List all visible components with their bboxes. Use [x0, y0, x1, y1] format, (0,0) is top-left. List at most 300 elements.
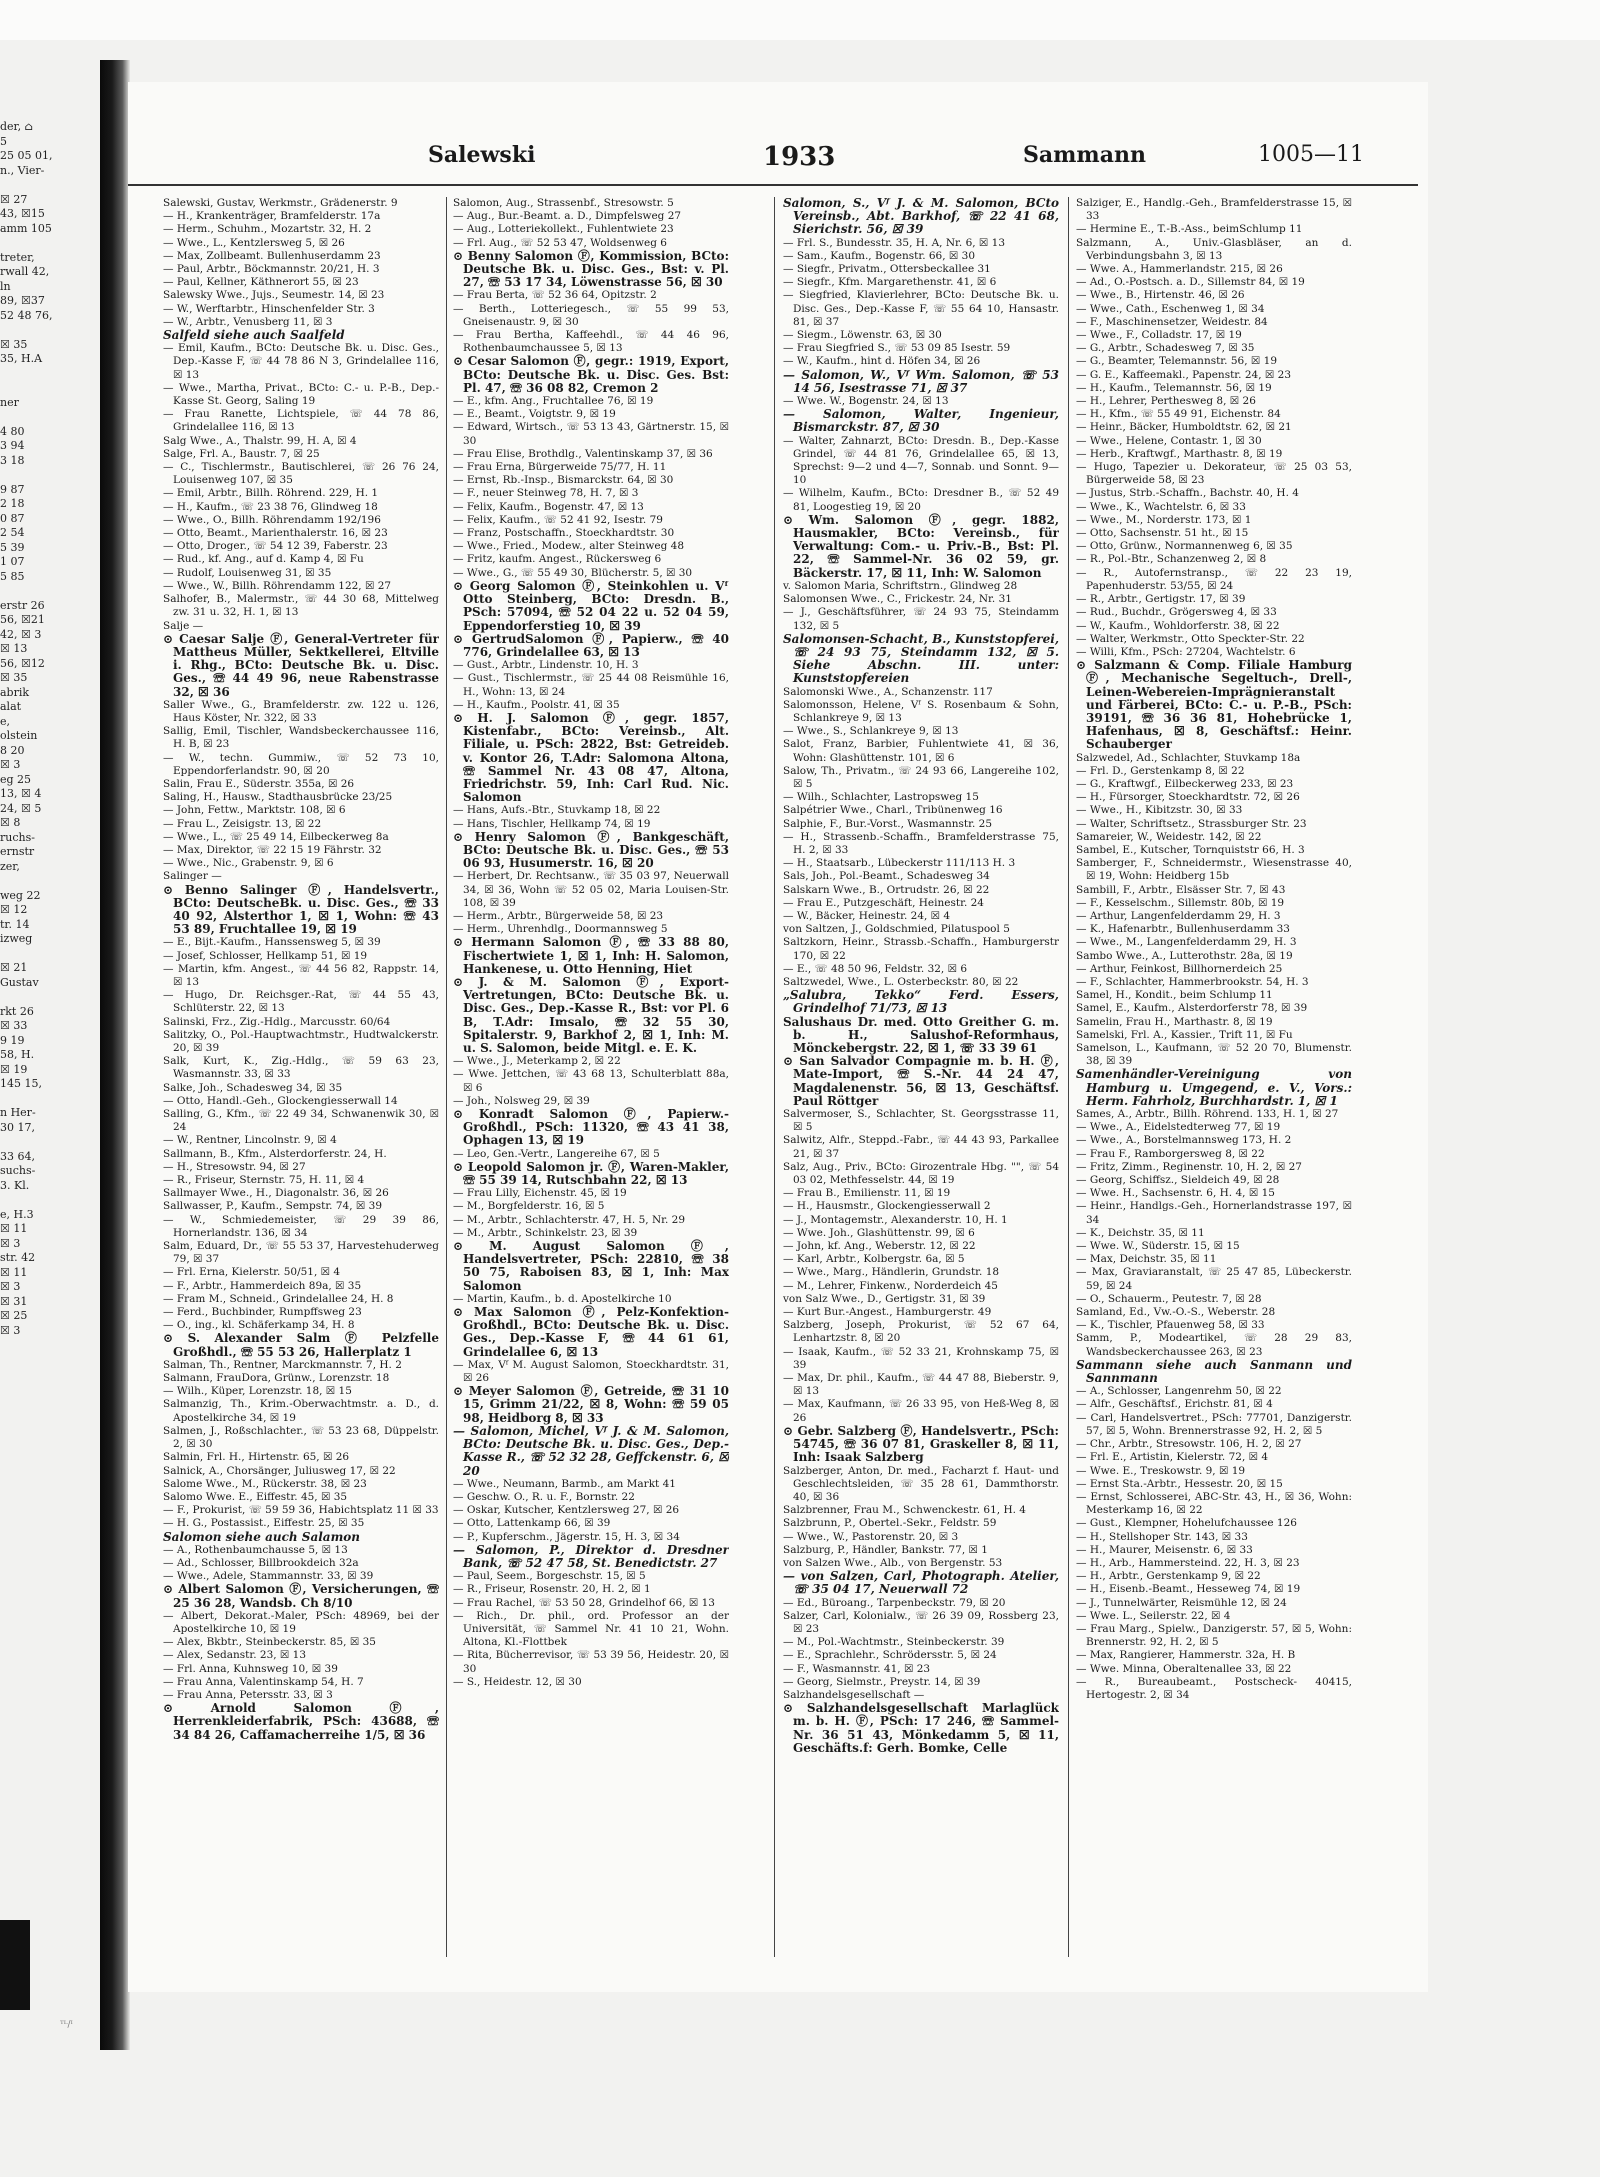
firm-listing: ⊙ Benno Salinger Ⓕ, Handelsvertr., BCto: DeutscheBk. u. Disc. Ges., ☏ 33 40 92, Alsterthor 1, ☒ 1, Wohn: ☏ 43 53 89, Fruchtallee 19, ☒ 19	[163, 882, 439, 937]
directory-entry: Saller Wwe., G., Bramfelderstr. zw. 122 u. 126, Haus Köster, Nr. 322, ☒ 33	[163, 698, 439, 724]
left-page-line: ☒ 3	[0, 1323, 21, 1337]
directory-entry: — Karl, Arbtr., Kolbergstr. 6a, ☒ 5	[783, 1253, 965, 1266]
directory-entry: Sames, A., Arbtr., Billh. Röhrend. 133, H. 1, ☒ 27	[1076, 1108, 1339, 1121]
directory-entry: — Felix, Kaufm., ☏ 52 41 92, Isestr. 79	[453, 513, 663, 526]
directory-entry: Samareier, W., Weidestr. 142, ☒ 22	[1076, 830, 1262, 843]
directory-entry: — Rud., kf. Ang., auf d. Kamp 4, ☒ Fu	[163, 553, 364, 566]
directory-entry: — C., Tischlermstr., Bautischlerei, ☏ 26 76 24, Louisenweg 107, ☒ 35	[163, 461, 439, 487]
left-page-line: ☒ 3	[0, 1280, 21, 1293]
directory-entry: — F., Arbtr., Hammerdeich 89a, ☒ 35	[163, 1279, 362, 1292]
left-page-line: amm 105	[0, 221, 52, 235]
directory-entry: Salke, Joh., Schadesweg 34, ☒ 35	[163, 1081, 343, 1094]
left-page-line: 2 54	[0, 526, 25, 539]
firm-listing: ⊙ GertrudSalomon Ⓕ, Papierw., ☏ 40 776, Grindelallee 63, ☒ 13	[453, 631, 729, 659]
directory-entry: — Frau F., Ramborgersweg 8, ☒ 22	[1076, 1147, 1265, 1160]
directory-entry: — R., Friseur, Rosenstr. 20, H. 2, ☒ 1	[453, 1583, 651, 1596]
firm-listing: ⊙ Albert Salomon Ⓕ, Versicherungen, ☏ 25 36 28, Wandsb. Ch 8/10	[163, 1582, 439, 1610]
directory-entry: Sallig, Emil, Tischler, Wandsbeckerchaussee 116, H. B, ☒ 23	[163, 725, 439, 751]
column-2	[453, 197, 729, 1957]
directory-entry: — Wwe., Helene, Contastr. 1, ☒ 30	[1076, 434, 1262, 447]
directory-entry: — Georg, Schiffsz., Sieldeich 49, ☒ 28	[1076, 1174, 1280, 1187]
directory-entry: — Wilhelm, Kaufm., BCto: Dresdner B., ☏ 52 49 81, Loogestieg 19, ☒ 20	[783, 487, 1059, 513]
directory-entry: — Rich., Dr. phil., ord. Professor an der Universität, ☏ Sammel Nr. 41 10 21, Wohn. Altona, Kl.-Flottbek	[453, 1609, 729, 1649]
directory-entry: Salvermoser, S., Schlachter, St. Georgsstrasse 11, ☒ 5	[783, 1108, 1059, 1134]
directory-entry: — E., ☏ 48 50 96, Feldstr. 32, ☒ 6	[783, 962, 968, 975]
directory-entry: — Edward, Wirtsch., ☏ 53 13 43, Gärtnerstr. 15, ☒ 30	[453, 421, 729, 447]
directory-entry: Sambel, E., Kutscher, Tornquiststr 66, H. 3	[1076, 843, 1305, 856]
directory-entry: — W., Rentner, Lincolnstr. 9, ☒ 4	[163, 1134, 337, 1147]
directory-entry: — Walter, Schriftsetz., Strassburger Str. 23	[1076, 817, 1307, 830]
left-page-line	[0, 1193, 108, 1208]
directory-entry: — R., Bureaubeamt., Postscheck- 40415, Hertogestr. 2, ☒ 34	[1076, 1675, 1352, 1701]
directory-entry: Salpétrier Wwe., Charl., Tribünenweg 16	[783, 804, 1003, 817]
directory-entry: Sals, Joh., Pol.-Beamt., Schadesweg 34	[783, 870, 990, 883]
directory-entry: — Wwe., O., Billh. Röhrendamm 192/196	[163, 513, 381, 526]
directory-entry: — Wwe. W., Süderstr. 15, ☒ 15	[1076, 1240, 1240, 1253]
directory-entry: — Felix, Kaufm., Bogenstr. 47, ☒ 13	[453, 500, 644, 513]
directory-entry: — Herbert, Dr. Rechtsanw., ☏ 35 03 97, Neuerwall 34, ☒ 36, Wohn ☏ 52 05 02, Maria Louisen-Str. 108, ☒ 39	[453, 870, 729, 909]
directory-entry: — Wwe. H., Sachsenstr. 6, H. 4, ☒ 15	[1076, 1187, 1275, 1200]
directory-entry: Salot, Franz, Barbier, Fuhlentwiete 41, ☒ 36, Wohn: Glashüttenstr. 101, ☒ 6	[783, 738, 1059, 764]
left-page-line: ☒ 35	[0, 337, 28, 351]
directory-entry: — M., Arbtr., Schinkelstr. 23, ☒ 39	[453, 1226, 638, 1239]
directory-entry: — Ad., Schlosser, Billbrookdeich 32a	[163, 1556, 359, 1569]
directory-entry: Sammann siehe auch Sanmann und Sannmann	[1076, 1357, 1352, 1386]
directory-entry: — Wwe., S., Schlankreye 9, ☒ 13	[783, 725, 959, 738]
directory-entry: — von Salzen, Carl, Photograph. Atelier, ☏ 35 04 17, Neuerwall 72	[783, 1569, 1059, 1597]
page-header	[128, 142, 1428, 178]
directory-entry: — Chr., Arbtr., Stresowstr. 106, H. 2, ☒ 27	[1076, 1438, 1302, 1451]
directory-entry: — W., Kaufm., Wohldorferstr. 38, ☒ 22	[1076, 619, 1280, 632]
directory-entry: — Berth., Lotteriegesch., ☏ 55 99 53, Gneisenaustr. 9, ☒ 30	[453, 302, 729, 328]
firm-listing: ⊙ Arnold Salomon Ⓕ, Herrenkleiderfabrik, PSch: 43688, ☏ 34 84 26, Caffamacherreihe 1/5, ☒ 36	[163, 1701, 439, 1742]
directory-entry: Sallmann, B., Kfm., Alsterdorferstr. 24, H.	[163, 1147, 387, 1160]
directory-entry: Sallmayer Wwe., H., Diagonalstr. 36, ☒ 26	[163, 1187, 389, 1200]
directory-entry: — Heinr., Handlgs.-Geh., Hornerlandstrasse 197, ☒ 34	[1076, 1200, 1352, 1226]
directory-entry: von Saltzen, J., Goldschmied, Pilatuspool 5	[783, 923, 1010, 936]
directory-entry: von Salz Wwe., D., Gertigstr. 31, ☒ 39	[783, 1292, 986, 1305]
binding-shadow-block	[0, 1920, 30, 2010]
directory-entry: — O., Schauerm., Peutestr. 7, ☒ 28	[1076, 1292, 1262, 1305]
left-facing-page-fragment	[0, 120, 108, 2020]
header-year: 1933	[763, 142, 836, 172]
firm-listing: ⊙ H. J. Salomon Ⓕ, gegr. 1857, Kistenfabr., BCto: Vereinsb., Alt. Filiale, u. PSch: 2822, Bst: Getreideb. v. Kontor 26, T.Adr: Salomona Altona, ☏ Sammel Nr. 43 08 47, Altona, Friedrichstr. 59, Inh: Carl Rud. Nic. Salomon	[453, 710, 729, 805]
directory-entry: — Wwe., Adele, Stammannstr. 33, ☒ 39	[163, 1570, 374, 1583]
left-page-line: 3 18	[0, 453, 25, 467]
directory-entry: — Frl. D., Gerstenkamp 8, ☒ 22	[1076, 764, 1245, 777]
directory-entry: von Salzen Wwe., Alb., von Bergenstr. 53	[783, 1556, 1003, 1569]
directory-entry: — Rudolf, Louisenweg 31, ☒ 35	[163, 566, 332, 579]
directory-entry: — F., neuer Steinweg 78, H. 7, ☒ 3	[453, 487, 639, 500]
left-page-line: 13, ☒ 4	[0, 787, 42, 800]
directory-entry: — Max, Rangierer, Hammerstr. 32a, H. B	[1076, 1649, 1296, 1662]
directory-entry: Salomonsen-Schacht, B., Kunststopferei, ☏ 24 93 75, Steindamm 132, ☒ 5. Siehe Abschn. III. unter: Kunststopfereien	[783, 631, 1059, 686]
directory-entry: — Ferd., Buchbinder, Rumpffsweg 23	[163, 1306, 362, 1319]
left-page-line: abrik	[0, 685, 30, 699]
left-page-line: 58, H.	[0, 1048, 35, 1061]
left-page-line	[0, 947, 108, 962]
directory-entry: — Wwe., W., Billh. Röhrendamm 122, ☒ 27	[163, 579, 392, 592]
left-page-line: zer,	[0, 859, 20, 873]
firm-listing: ⊙ Benny Salomon Ⓕ, Kommission, BCto: Deutsche Bk. u. Disc. Ges., Bst: v. Pl. 27, ☏ 53 17 34, Löwenstrasse 56, ☒ 30	[453, 248, 729, 290]
left-page-line: 2 18	[0, 497, 25, 510]
directory-entry: — Herm., Schuhm., Mozartstr. 32, H. 2	[163, 223, 372, 236]
directory-entry: Salphie, F., Bur.-Vorst., Wasmannstr. 25	[783, 817, 993, 830]
left-page-line: ☒ 11	[0, 1222, 28, 1235]
directory-entry: Salinger —	[163, 870, 222, 883]
book-gutter-shadow	[100, 60, 130, 2050]
directory-entry: — Wwe., A., Borstelmannsweg 173, H. 2	[1076, 1134, 1292, 1147]
header-left-keyword: Salewski	[428, 142, 536, 168]
directory-entry: — R., Autofernstransp., ☏ 22 23 19, Papenhuderstr. 53/55, ☒ 24	[1076, 566, 1352, 592]
directory-entry: — Frau Ranette, Lichtspiele, ☏ 44 78 86, Grindelallee 116, ☒ 13	[163, 408, 439, 434]
directory-entry: — Herm., Uhrenhdlg., Doormannsweg 5	[453, 923, 668, 936]
directory-entry: — E., kfm. Ang., Fruchtallee 76, ☒ 19	[453, 395, 654, 408]
left-page-line: str. 42	[0, 1251, 36, 1264]
directory-entry: — Gust., Klempner, Hohelufchaussee 126	[1076, 1517, 1297, 1530]
directory-entry: — Wwe., L., ☏ 25 49 14, Eilbeckerweg 8a	[163, 830, 389, 843]
directory-entry: Salomon, Aug., Strassenbf., Stresowstr. 5	[453, 197, 674, 209]
directory-entry: — Frau Lilly, Eichenstr. 45, ☒ 19	[453, 1187, 627, 1200]
directory-entry: — Albert, Dekorat.-Maler, PSch: 48969, bei der Apostelkirche 10, ☒ 19	[163, 1609, 439, 1635]
directory-entry: — Hermine E., T.-B.-Ass., beimSchlump 11	[1076, 223, 1303, 236]
directory-entry: Salzbrenner, Frau M., Schwenckestr. 61, H. 4	[783, 1504, 1026, 1517]
directory-entry: — Max, Kaufmann, ☏ 26 33 95, von Heß-Weg 8, ☒ 26	[783, 1398, 1059, 1424]
left-page-line	[0, 1092, 108, 1107]
directory-entry: — John, kf. Ang., Weberstr. 12, ☒ 22	[783, 1240, 976, 1253]
directory-entry: Salziger, E., Handlg.-Geh., Bramfelderstrasse 15, ☒ 33	[1076, 197, 1352, 223]
directory-entry: — Max, Zollbeamt. Bullenhuserdamm 23	[163, 249, 381, 262]
directory-entry: Salk, Kurt, K., Zig.-Hdlg., ☏ 59 63 23, Wasmannstr. 33, ☒ 33	[163, 1055, 439, 1081]
directory-entry: — Otto, Handl.-Geh., Glockengiesserwall 14	[163, 1094, 398, 1107]
column-divider	[1068, 197, 1069, 1957]
directory-entry: — Salomon, P., Direktor d. Dresdner Bank, ☏ 52 47 58, St. Benedictstr. 27	[453, 1542, 729, 1570]
directory-entry: — Frau E., Putzgeschäft, Heinestr. 24	[783, 896, 984, 909]
directory-entry: — Wwe., H., Kibitzstr. 30, ☒ 33	[1076, 804, 1243, 817]
directory-entry: — W., Bäcker, Heinestr. 24, ☒ 4	[783, 909, 951, 922]
directory-entry: — Otto, Sachsenstr. 51 ht., ☒ 15	[1076, 527, 1249, 540]
left-page-line: izweg	[0, 932, 33, 945]
left-page-line: 145 15,	[0, 1077, 42, 1090]
directory-entry: — Hugo, Dr. Reichsger.-Rat, ☏ 44 55 43, Schlüterstr. 22, ☒ 13	[163, 989, 439, 1015]
directory-entry: — Wwe. Jettchen, ☏ 43 68 13, Schulterblatt 88a, ☒ 6	[453, 1068, 729, 1094]
directory-entry: Salinski, Frz., Zig.-Hdlg., Marcusstr. 60/64	[163, 1015, 391, 1028]
directory-entry: — Frau Elise, Brothdlg., Valentinskamp 37, ☒ 36	[453, 447, 713, 460]
directory-entry: — Oskar, Kutscher, Kentzlersweg 27, ☒ 26	[453, 1504, 680, 1517]
directory-entry: Samel, E., Kaufm., Alsterdorferstr 78, ☒ 39	[1076, 1002, 1308, 1015]
directory-entry: — Frau Rachel, ☏ 53 50 28, Grindelhof 66, ☒ 13	[453, 1596, 715, 1609]
firm-listing: ⊙ San Salvador Compagnie m. b. H. Ⓕ, Mate-Import, ☏ S.-Nr. 44 24 47, Magdalenenstr. 56, ☒ 13, Geschäftsf. Paul Röttger	[783, 1054, 1059, 1108]
column-divider	[446, 197, 447, 1957]
directory-entry: — Arthur, Feinkost, Billhornerdeich 25	[1076, 962, 1283, 975]
directory-entry: — Frl. E., Artistin, Kielerstr. 72, ☒ 4	[1076, 1451, 1269, 1464]
directory-entry: — Max, Deichstr. 35, ☒ 11	[1076, 1253, 1217, 1266]
directory-entry: Salmanzig, Th., Krim.-Oberwachtmstr. a. D., d. Apostelkirche 34, ☒ 19	[163, 1398, 439, 1424]
directory-entry: — Fritz, kaufm. Angest., Rückersweg 6	[453, 553, 662, 566]
firm-listing: ⊙ J. & M. Salomon Ⓕ, Export-Vertretungen, BCto: Deutsche Bk. u. Disc. Ges., Dep.-Kasse R., Bst: vor Pl. 6 B, T.Adr: Imsalo, ☏ 32 55 30, Spitalerstr. 9, Barkhof 2, ☒ 1, Inh: M. u. S. Salomon, beide Mitgl. e. E. K.	[453, 974, 729, 1055]
left-page-line: 25 05 01,	[0, 149, 53, 162]
left-page-line: weg 22	[0, 888, 41, 902]
header-rule	[128, 184, 1418, 186]
directory-entry: Salitzky, O., Pol.-Hauptwachtmstr., Hudtwalckerstr. 20, ☒ 39	[163, 1028, 439, 1054]
directory-entry: — Fram M., Schneid., Grindelallee 24, H. 8	[163, 1292, 394, 1305]
directory-entry: — Walter, Werkmstr., Otto Speckter-Str. 22	[1076, 632, 1305, 645]
directory-entry: — Wwe., Fried., Modew., alter Steinweg 48	[453, 540, 684, 553]
directory-entry: — Otto, Grünw., Normannenweg 6, ☒ 35	[1076, 540, 1293, 553]
directory-entry: Salzmann, A., Univ.-Glasbläser, an d. Verbindungsbahn 3, ☒ 13	[1076, 236, 1352, 262]
directory-entry: Salhofer, B., Malermstr., ☏ 44 30 68, Mittelweg zw. 31 u. 32, H. 1, ☒ 13	[163, 593, 439, 619]
directory-entry: Sambo Wwe., A., Lutterothstr. 28a, ☒ 19	[1076, 949, 1293, 962]
directory-entry: v. Salomon Maria, Schriftstrn., Glindweg 28	[783, 579, 1018, 592]
directory-entry: — Justus, Strb.-Schaffn., Bachstr. 40, H. 4	[1076, 487, 1299, 500]
directory-entry: Salman, Th., Rentner, Marckmannstr. 7, H. 2	[163, 1358, 402, 1371]
left-page-line: alat	[0, 700, 22, 713]
directory-entry: — Walter, Zahnarzt, BCto: Dresdn. B., Dep.-Kasse Grindel, ☏ 44 81 76, Grindelallee 65, ☒ 13, Sprechst: 9—2 und 4—7, Sonnab. und Sonnt. 9—10	[783, 434, 1059, 487]
directory-entry: — Wwe., F., Colladstr. 17, ☒ 19	[1076, 329, 1242, 342]
directory-entry: — O., ing., kl. Schäferkamp 34, H. 8	[163, 1319, 355, 1332]
directory-entry: — Herm., Arbtr., Bürgerweide 58, ☒ 23	[453, 909, 664, 922]
left-page-line: e,	[0, 714, 11, 728]
directory-entry: — Franz, Postschaffn., Stoeckhardtstr. 30	[453, 527, 675, 540]
directory-entry: Samelson, L., Kaufmann, ☏ 52 20 70, Blumenstr. 38, ☒ 39	[1076, 1042, 1352, 1068]
left-page-line	[0, 410, 108, 425]
directory-entry: — Otto, Beamt., Marienthalerstr. 16, ☒ 23	[163, 527, 388, 540]
directory-entry: — Sam., Kaufm., Bogenstr. 66, ☒ 30	[783, 249, 976, 262]
directory-entry: — Wwe., M., Langenfelderdamm 29, H. 3	[1076, 936, 1297, 949]
left-page-line: 1 07	[0, 555, 25, 568]
directory-entry: — Rita, Bücherrevisor, ☏ 53 39 56, Heidestr. 20, ☒ 30	[453, 1649, 729, 1675]
directory-entry: Samenhändler-Vereinigung von Hamburg u. Umgegend, e. V., Vors.: Herm. Fahrholz, Burchhardstr. 1, ☒ 1	[1076, 1067, 1352, 1108]
column-divider	[774, 197, 775, 1957]
directory-entry: — H., Kaufm., Telemannstr. 56, ☒ 19	[1076, 381, 1272, 394]
directory-entry: — Salomon, Walter, Ingenieur, Bismarckstr. 87, ☒ 30	[783, 407, 1059, 435]
directory-entry: — M., Arbtr., Schlachterstr. 47, H. 5, Nr. 29	[453, 1213, 686, 1226]
directory-entry: — F., Prokurist, ☏ 59 59 36, Habichtsplatz 11 ☒ 33	[163, 1504, 439, 1517]
left-page-line: rwall 42,	[0, 265, 50, 278]
left-page-line: ☒ 35	[0, 671, 28, 684]
firm-listing: ⊙ Leopold Salomon jr. Ⓕ, Waren-Makler, ☏ 55 39 14, Rutschbahn 22, ☒ 13	[453, 1159, 729, 1188]
directory-entry: — Frl. S., Bundesstr. 35, H. A, Nr. 6, ☒ 13	[783, 236, 1006, 249]
directory-entry: — Alfr., Geschäftsf., Erichstr. 81, ☒ 4	[1076, 1398, 1273, 1411]
directory-entry: Salzberg, Joseph, Prokurist, ☏ 52 67 64, Lenhartzstr. 8, ☒ 20	[783, 1319, 1059, 1345]
left-page-line: ☒ 11	[0, 1265, 28, 1279]
directory-entry: Salome Wwe., M., Rückerstr. 38, ☒ 23	[163, 1477, 367, 1490]
left-page-line: 89, ☒37	[0, 294, 45, 307]
footer-mark: ᵀᴸ/ᴵ	[60, 2020, 73, 2030]
left-page-line: 9 19	[0, 1033, 25, 1047]
directory-entry: — Kurt Bur.-Angest., Hamburgerstr. 49	[783, 1306, 992, 1319]
firm-listing: ⊙ Cesar Salomon Ⓕ, gegr.: 1919, Export, BCto: Deutsche Bk. u. Disc. Ges. Bst: Pl. 47, ☏ 36 08 82, Cremon 2	[453, 354, 729, 395]
left-page-line: 5 85	[0, 569, 25, 583]
directory-entry: — Martin, kfm. Angest., ☏ 44 56 82, Rappstr. 14, ☒ 13	[163, 962, 439, 988]
directory-entry: — Carl, Handelsvertret., PSch: 77701, Danzigerstr. 57, ☒ 5, Wohn. Brennerstrasse 92, H. 2, ☒ 5	[1076, 1411, 1352, 1437]
directory-entry: — Frau Bertha, Kaffeehdl., ☏ 44 46 96, Rothenbaumchaussee 5, ☒ 13	[453, 329, 729, 355]
firm-listing: ⊙ Wm. Salomon Ⓕ, gegr. 1882, Hausmakler, BCto: Vereinsb., für Verwaltung: Com.- u. Priv.-B., Bst: Pl. 22, ☏ Sammel-Nr. 36 02 59, gr. Bäckerstr. 17, ☒ 11, Inh: W. Salomon	[783, 512, 1059, 580]
directory-entry: — Ed., Büroang., Tarpenbeckstr. 79, ☒ 20	[783, 1596, 1006, 1609]
directory-entry: Salomonski Wwe., A., Schanzenstr. 117	[783, 685, 993, 698]
directory-entry: — Frl. Erna, Kielerstr. 50/51, ☒ 4	[163, 1266, 341, 1279]
directory-entry: — J., Geschäftsführer, ☏ 24 93 75, Steindamm 132, ☒ 5	[783, 606, 1059, 632]
directory-entry: — Frau Anna, Petersstr. 33, ☒ 3	[163, 1688, 333, 1701]
directory-entry: — G., Beamter, Telemannstr. 56, ☒ 19	[1076, 355, 1277, 368]
left-page-line	[0, 990, 108, 1005]
left-page-line: 56, ☒21	[0, 613, 45, 626]
left-page-line: 4 80	[0, 424, 25, 438]
directory-entry: — W., techn. Gummiw., ☏ 52 73 10, Eppendorferlandstr. 90, ☒ 20	[163, 751, 439, 777]
left-page-line	[0, 1135, 108, 1150]
directory-entry: — Max, Graviaranstalt, ☏ 25 47 85, Lübeckerstr. 59, ☒ 24	[1076, 1266, 1352, 1292]
directory-entry: Samm, P., Modeartikel, ☏ 28 29 83, Wandsbeckerchaussee 263, ☒ 23	[1076, 1332, 1352, 1358]
directory-columns	[128, 197, 1428, 1957]
firm-listing: ⊙ Georg Salomon Ⓕ, Steinkohlen u. Vᶠ Otto Steinberg, BCto: Dresdn. B., PSch: 57094, ☏ 52 04 22 u. 52 04 59, Eppendorferstieg 10, ☒ 39	[453, 578, 729, 633]
left-page-line: Gustav	[0, 975, 39, 989]
directory-entry: — H., Arbtr., Gerstenkamp 9, ☒ 22	[1076, 1570, 1261, 1583]
left-page-line: 30 17,	[0, 1120, 35, 1134]
directory-entry: — Siegm., Löwenstr. 63, ☒ 30	[783, 329, 942, 342]
directory-entry: — G., Kraftwgf., Eilbeckerweg 233, ☒ 23	[1076, 777, 1294, 790]
directory-entry: — Gust., Arbtr., Lindenstr. 10, H. 3	[453, 659, 639, 672]
directory-entry: — Alex, Sedanstr. 23, ☒ 13	[163, 1649, 307, 1662]
left-page-line: 24, ☒ 5	[0, 801, 42, 815]
directory-entry: — A., Rothenbaumchausse 5, ☒ 13	[163, 1543, 348, 1556]
left-page-line: 5	[0, 134, 7, 148]
left-page-line: 3. Kl.	[0, 1178, 30, 1192]
directory-entry: Salnick, A., Chorsänger, Juliusweg 17, ☒ 22	[163, 1464, 396, 1477]
directory-entry: — Aug., Bur.-Beamt. a. D., Dimpfelsweg 27	[453, 210, 682, 223]
left-page-line: ☒ 19	[0, 1062, 28, 1076]
directory-entry: Salzer, Carl, Kolonialw., ☏ 26 39 09, Rossberg 23, ☒ 23	[783, 1609, 1059, 1635]
directory-entry: — H., Maurer, Meisenstr. 6, ☒ 33	[1076, 1543, 1253, 1556]
directory-entry: — Emil, Arbtr., Billh. Röhrend. 229, H. 1	[163, 487, 379, 500]
firm-listing: ⊙ Max Salomon Ⓕ, Pelz-Konfektion-Großhdl., BCto: Deutsche Bk. u. Disc. Ges., Dep.-Kasse F, ☏ 44 61 61, Grindelallee 6, ☒ 13	[453, 1305, 729, 1359]
directory-entry: — Frau Siegfried S., ☏ 53 09 85 Isestr. 59	[783, 342, 1011, 355]
firm-listing: ⊙ Salzmann & Comp. Filiale Hamburg Ⓕ, Mechanische Segeltuch-, Drell-, Leinen-Webereien-Imprägnieranstalt und Färberei, BCto: C.- u. P.-B., PSch: 39191, ☏ 36 36 81, Hohebrücke 1, Hafenhaus, ☒ 8, Geschäftsf.: Heinr. Schauberger	[1076, 658, 1352, 752]
directory-entry: — Frau L., Zeisigstr. 13, ☒ 22	[163, 817, 322, 830]
directory-entry: Salow, Th., Privatm., ☏ 24 93 66, Langereihe 102, ☒ 5	[783, 764, 1059, 790]
left-page-line: olstein	[0, 729, 38, 742]
directory-entry: — A., Schlosser, Langenrehm 50, ☒ 22	[1076, 1385, 1282, 1398]
directory-entry: — Martin, Kaufm., b. d. Apostelkirche 10	[453, 1292, 672, 1305]
directory-entry: — Wilh., Küper, Lorenzstr. 18, ☒ 15	[163, 1385, 352, 1398]
directory-entry: — Hugo, Tapezier u. Dekorateur, ☏ 25 03 53, Bürgerweide 58, ☒ 23	[1076, 461, 1352, 487]
directory-entry: Salskarn Wwe., B., Ortrudstr. 26, ☒ 22	[783, 883, 990, 896]
directory-entry: — Frl. Anna, Kuhnsweg 10, ☒ 39	[163, 1662, 338, 1675]
directory-entry: Sallwasser, P., Kaufm., Sempstr. 74, ☒ 39	[163, 1200, 383, 1213]
left-page-line	[0, 236, 108, 251]
directory-entry: Salewski, Gustav, Werkmstr., Grädenerstr. 9	[163, 197, 398, 209]
directory-entry: — H., Kfm., ☏ 55 49 91, Eichenstr. 84	[1076, 408, 1281, 421]
directory-entry: — Wwe., Martha, Privat., BCto: C.- u. P.-B., Dep.-Kasse St. Georg, Saling 19	[163, 381, 439, 408]
directory-entry: — Salomon, W., Vᶠ Wm. Salomon, ☏ 53 14 56, Isestrasse 71, ☒ 37	[783, 367, 1059, 395]
firm-listing: ⊙ Konradt Salomon Ⓕ, Papierw.-Großhdl., PSch: 11320, ☏ 43 41 38, Ophagen 13, ☒ 19	[453, 1107, 729, 1148]
left-page-line: ☒ 13	[0, 642, 28, 655]
directory-entry: Salmin, Frl. H., Hirtenstr. 65, ☒ 26	[163, 1451, 350, 1464]
directory-entry: — Aug., Lotteriekollekt., Fuhlentwiete 23	[453, 223, 674, 236]
directory-entry: — Rud., Buchdr., Grögersweg 4, ☒ 33	[1076, 606, 1277, 619]
directory-entry: — Wwe., Nic., Grabenstr. 9, ☒ 6	[163, 857, 334, 870]
directory-entry: — G., Arbtr., Schadesweg 7, ☒ 35	[1076, 342, 1255, 355]
left-page-line: n Her-	[0, 1106, 36, 1119]
directory-entry: — R., Pol.-Btr., Schanzenweg 2, ☒ 8	[1076, 553, 1267, 566]
directory-entry: — Siegfried, Klavierlehrer, BCto: Deutsche Bk. u. Disc. Ges., Dep.-Kasse F, ☏ 55 64 10, Hansastr. 81, ☒ 37	[783, 289, 1059, 328]
directory-entry: — H. G., Postassist., Eiffestr. 25, ☒ 35	[163, 1517, 365, 1530]
directory-entry: Salzwedel, Ad., Schlachter, Stuvkamp 18a	[1076, 751, 1301, 764]
left-page-line: ☒ 3	[0, 758, 21, 771]
left-page-line: ner	[0, 395, 19, 409]
left-page-line: 52 48 76,	[0, 308, 53, 322]
directory-entry: Saltzkorn, Heinr., Strassb.-Schaffn., Hamburgerstr 170, ☒ 22	[783, 936, 1059, 962]
left-page-line: ☒ 27	[0, 192, 28, 206]
directory-entry: — G. E., Kaffeemakl., Papenstr. 24, ☒ 23	[1076, 368, 1291, 381]
left-page-line: ☒ 33	[0, 1019, 28, 1032]
directory-entry: — Wwe., K., Wachtelstr. 6, ☒ 33	[1076, 500, 1246, 513]
directory-entry: — Otto, Lattenkamp 66, ☒ 39	[453, 1517, 611, 1530]
directory-entry: — F., Schlachter, Hammerbrookstr. 54, H. 3	[1076, 975, 1309, 988]
left-page-line	[0, 367, 108, 382]
directory-entry: Salomonsson, Helene, Vᶠ S. Rosenbaum & Sohn, Schlankreye 9, ☒ 13	[783, 698, 1059, 724]
left-page-line: 0 87	[0, 511, 25, 525]
directory-entry: — Wilh., Schlachter, Lastropsweg 15	[783, 791, 979, 804]
directory-entry: — Emil, Kaufm., BCto: Deutsche Bk. u. Disc. Ges., Dep.-Kasse F, ☏ 44 78 86 N 3, Grindelallee 116, ☒ 13	[163, 342, 439, 381]
directory-entry: — H., Krankenträger, Bramfelderstr. 17a	[163, 210, 381, 223]
directory-entry: Salomon siehe auch Salamon	[163, 1529, 361, 1544]
directory-entry: — S., Heidestr. 12, ☒ 30	[453, 1675, 582, 1688]
left-page-line: ☒ 31	[0, 1294, 28, 1308]
left-page-line	[0, 381, 108, 396]
directory-entry: — W., Arbtr., Venusberg 11, ☒ 3	[163, 315, 333, 328]
directory-entry: — John, Fettw., Marktstr. 108, ☒ 6	[163, 804, 346, 817]
directory-entry: — F., Kesselschm., Sillemstr. 80b, ☒ 19	[1076, 896, 1285, 909]
directory-entry: — Wwe. E., Treskowstr. 9, ☒ 19	[1076, 1464, 1246, 1477]
directory-entry: Salzhandelsgesellschaft —	[783, 1688, 925, 1701]
directory-entry: — Wwe., G., ☏ 55 49 30, Blücherstr. 5, ☒ 30	[453, 566, 693, 579]
directory-entry: — Max, Dr. phil., Kaufm., ☏ 44 47 88, Bieberstr. 9, ☒ 13	[783, 1372, 1059, 1398]
directory-entry: Samelin, Frau H., Marthastr. 8, ☒ 19	[1076, 1015, 1273, 1028]
directory-entry: — Wwe., L., Kentzlersweg 5, ☒ 26	[163, 236, 345, 249]
left-page-line: eg 25	[0, 772, 32, 786]
left-page-line	[0, 178, 108, 193]
directory-entry: — Otto, Droger., ☏ 54 12 39, Faberstr. 23	[163, 540, 388, 553]
directory-entry: — Gust., Tischlermstr., ☏ 25 44 08 Reismühle 16, H., Wohn: 13, ☒ 24	[453, 672, 729, 698]
directory-entry: — Max, Vᶠ M. August Salomon, Stoeckhardtstr. 31, ☒ 26	[453, 1358, 729, 1385]
directory-entry: — Fritz, Zimm., Reginenstr. 10, H. 2, ☒ 27	[1076, 1160, 1302, 1173]
left-page-line: tr. 14	[0, 917, 30, 931]
directory-entry: — Ernst Sta.-Arbtr., Hessestr. 20, ☒ 15	[1076, 1477, 1283, 1490]
directory-entry: — Wwe., A., Eidelstedterweg 77, ☒ 19	[1076, 1121, 1281, 1134]
left-page-line: 33 64,	[0, 1149, 35, 1163]
column-3	[783, 197, 1059, 1957]
directory-entry: — Hans, Aufs.-Btr., Stuvkamp 18, ☒ 22	[453, 804, 661, 817]
left-page-line	[0, 874, 108, 889]
left-page-line	[0, 468, 108, 483]
directory-entry: Salmen, J., Roßschlachter., ☏ 53 23 68, Düppelstr. 2, ☒ 30	[163, 1424, 439, 1451]
directory-entry: Salzberger, Anton, Dr. med., Facharzt f. Haut- und Geschlechtsleiden, ☏ 35 28 61, Dammthorstr. 40, ☒ 36	[783, 1464, 1059, 1503]
directory-entry: — H., Staatsarb., Lübeckerstr 111/113 H. 3	[783, 857, 1016, 870]
directory-entry: — Frau Erna, Bürgerweide 75/77, H. 11	[453, 461, 667, 474]
directory-entry: — M., Pol.-Wachtmstr., Steinbeckerstr. 39	[783, 1636, 1005, 1649]
left-page-line	[0, 584, 108, 599]
firm-listing: ⊙ Caesar Salje Ⓕ, General-Vertreter für Mattheus Müller, Sektkellerei, Eltville i. Rhg., BCto: Deutsche Bk. u. Disc. Ges., ☏ 44 49 96, neue Rabenstrasse 32, ☒ 36	[163, 631, 439, 699]
column-1	[163, 197, 439, 1957]
directory-entry: Salge, Frl. A., Baustr. 7, ☒ 25	[163, 447, 320, 460]
directory-entry: — K., Hafenarbtr., Bullenhuserdamm 33	[1076, 923, 1290, 936]
header-right-keyword: Sammann	[1023, 142, 1146, 168]
directory-entry: Samberger, F., Schneidermstr., Wiesenstrasse 40, ☒ 19, Wohn: Heidberg 15b	[1076, 857, 1352, 883]
firm-listing: ⊙ Hermann Salomon Ⓕ, ☏ 33 88 80, Fischertwiete 1, ☒ 1, Inh: H. Salomon, Hankenese, u. Otto Henning, Hiet	[453, 935, 729, 976]
directory-entry: — M., Borgfelderstr. 16, ☒ 5	[453, 1200, 605, 1213]
directory-entry: — H., Kaufm., Poolstr. 41, ☒ 35	[453, 698, 620, 711]
firm-listing: ⊙ Salzhandelsgesellschaft Marlaglück m. b. H. Ⓕ, PSch: 17 246, ☏ Sammel-Nr. 36 51 43, Mönkedamm 5, ☒ 11, Geschäfts.f: Gerh. Bomke, Celle	[783, 1701, 1059, 1755]
